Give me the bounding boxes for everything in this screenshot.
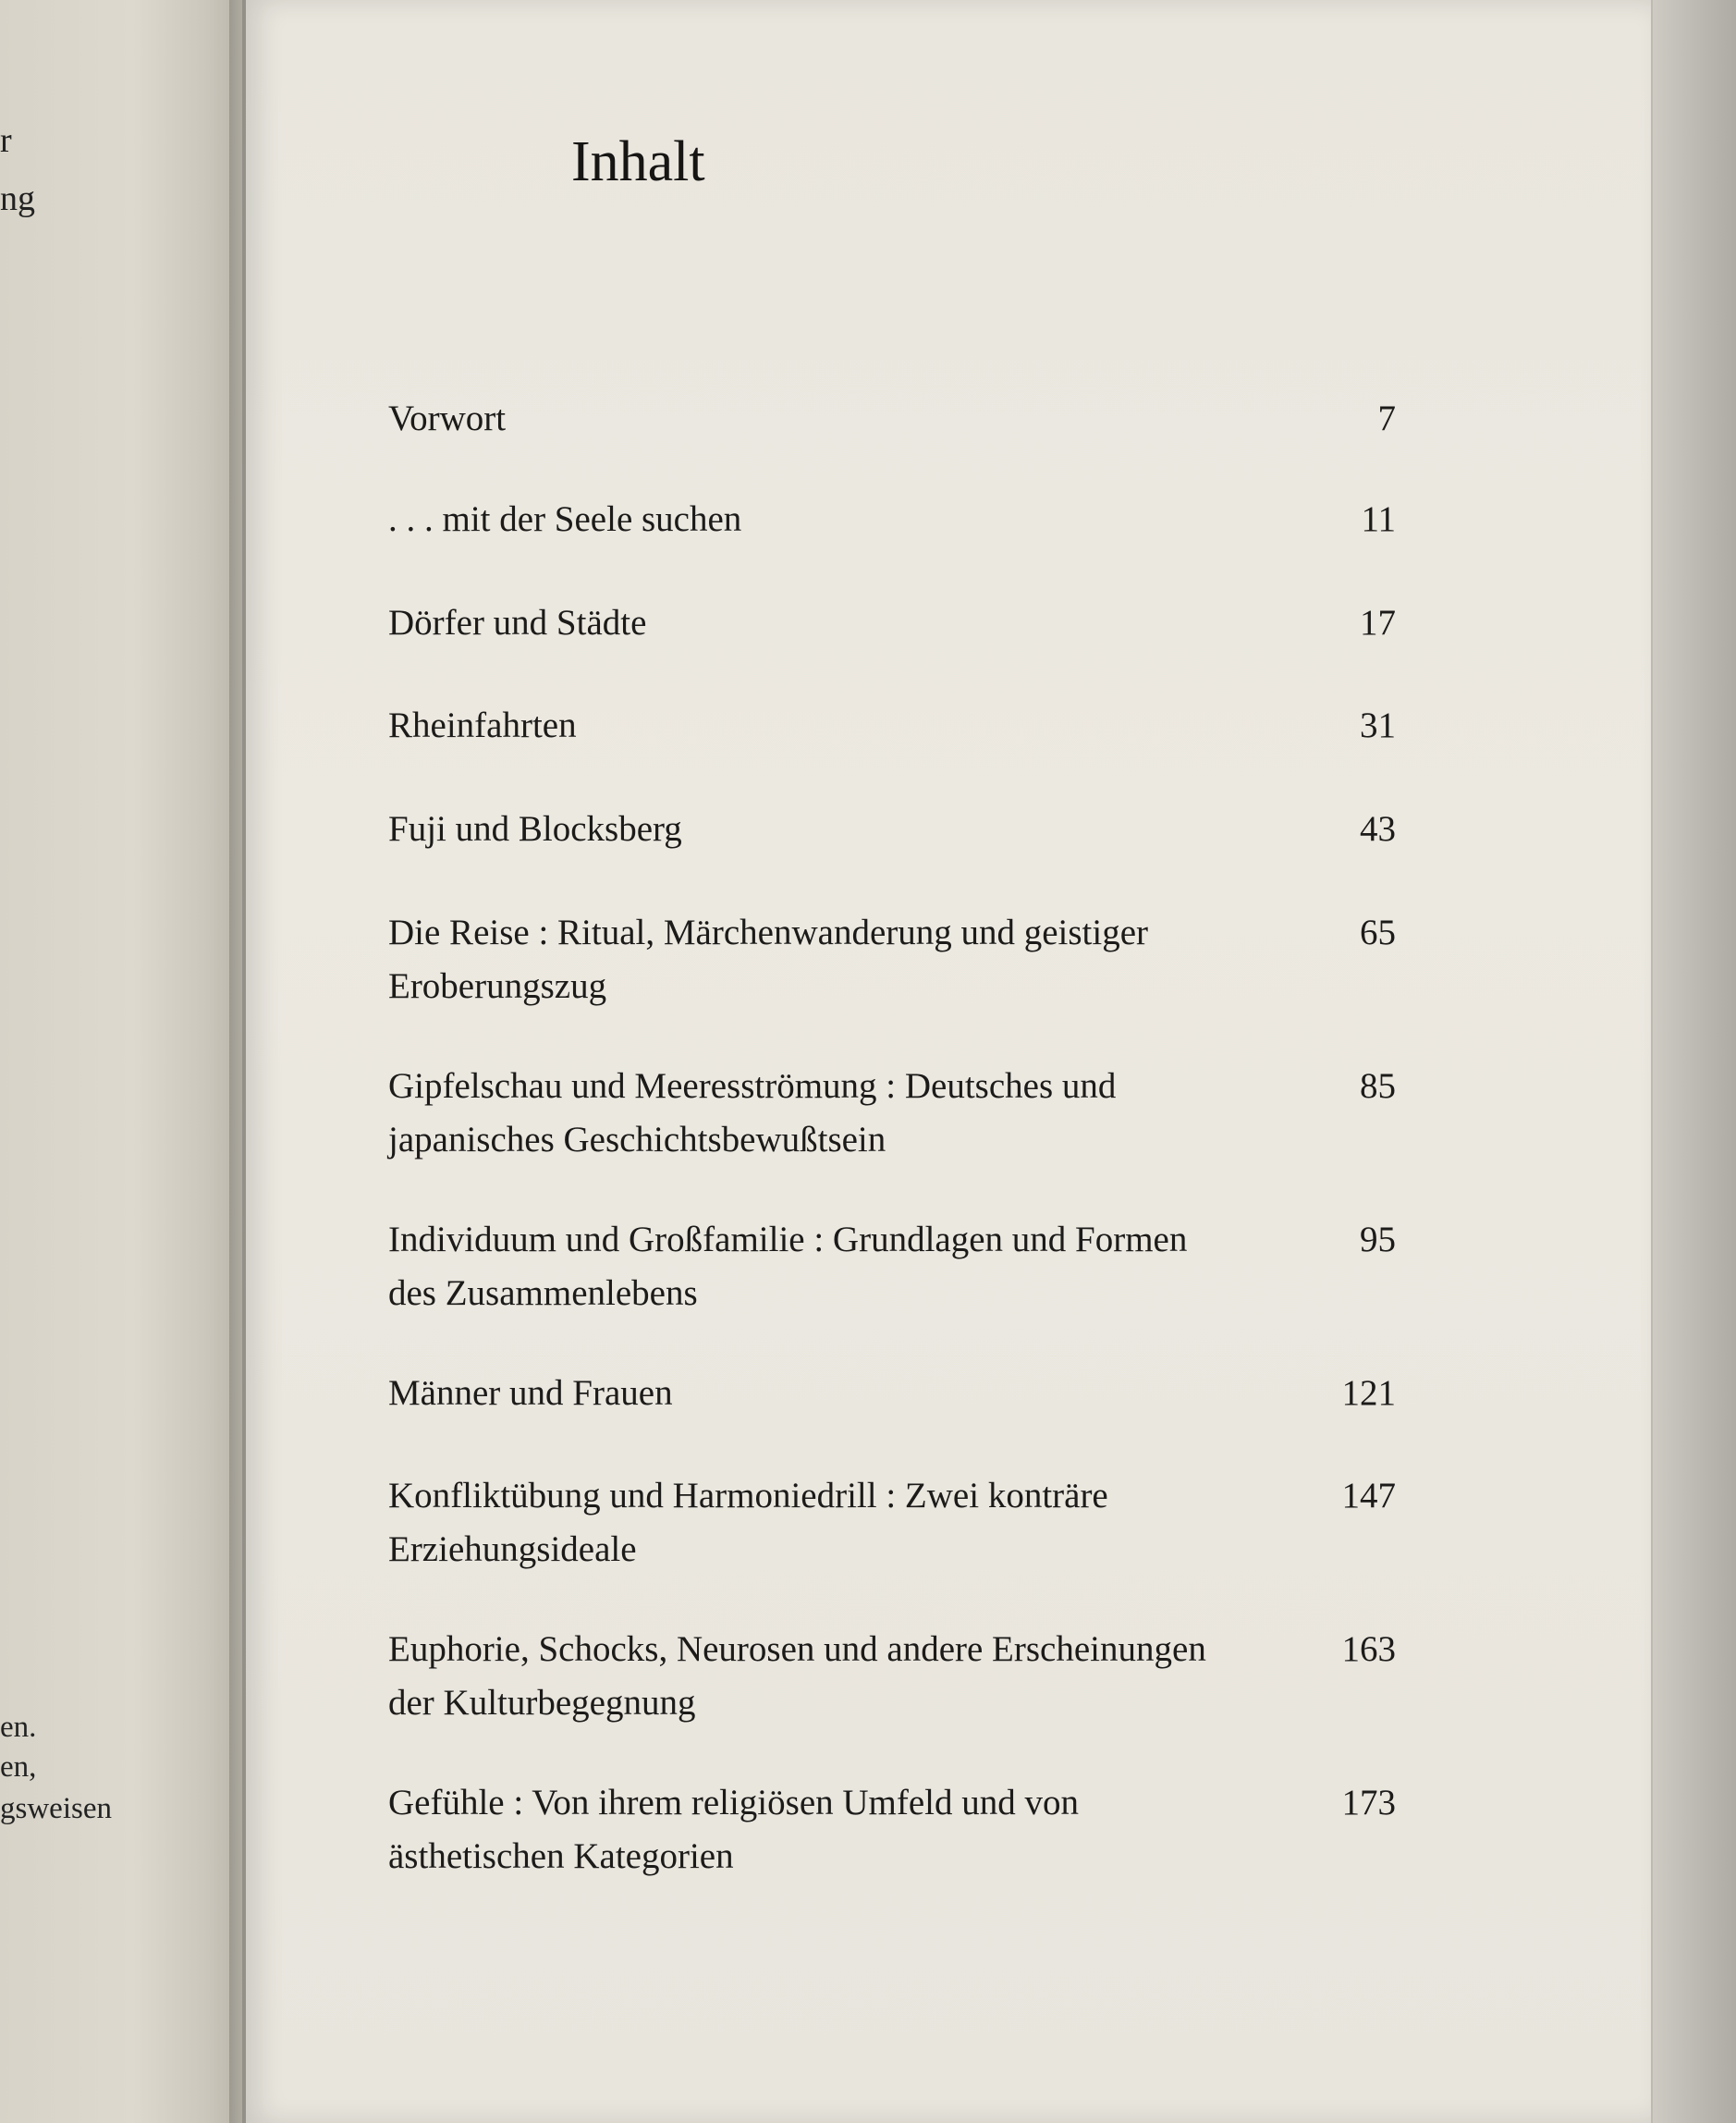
left-page-text-fragment: en,: [0, 1750, 37, 1784]
entry-title: [388, 803, 1313, 856]
entry-page-number: 31: [1360, 706, 1396, 745]
entry-title: [388, 906, 1313, 1013]
entry-title-line: Dörfer und Städte: [388, 603, 647, 643]
entry-title: [388, 1776, 1313, 1884]
entry-title-line: Gipfelschau und Meeresströmung : Deutsches und: [388, 1066, 1117, 1106]
entry-page-number: 121: [1341, 1373, 1396, 1413]
entry-title-line: Erziehungsideale: [388, 1529, 637, 1569]
entry-page-number: 147: [1341, 1476, 1396, 1516]
entry-title-line: Individuum und Großfamilie : Grundlagen und Formen: [388, 1220, 1188, 1259]
entry-title: [388, 493, 1313, 546]
entry-title-line: der Kulturbegegnung: [388, 1683, 696, 1723]
toc-entry: [388, 596, 1396, 650]
toc-entry: [388, 493, 1396, 546]
entry-title: [388, 699, 1313, 753]
entry-title-line: Männer und Frauen: [388, 1373, 673, 1413]
toc-entry: [388, 1060, 1396, 1167]
page-edge: [1651, 0, 1736, 2123]
toc-entry: [388, 1469, 1396, 1577]
entry-title-line: Fuji und Blocksberg: [388, 809, 682, 849]
entry-title: [388, 596, 1313, 650]
toc-entry: [388, 392, 1396, 446]
left-page-text-fragment: gsweisen: [0, 1792, 112, 1825]
entry-page-number: 65: [1360, 913, 1396, 952]
entry-title-line: Rheinfahrten: [388, 706, 577, 745]
toc-entry: [388, 1623, 1396, 1730]
entry-title: [388, 1213, 1313, 1320]
toc-entry: [388, 699, 1396, 753]
entry-title-line: Konfliktübung und Harmoniedrill : Zwei konträre: [388, 1476, 1108, 1516]
entry-title-line: Vorwort: [388, 399, 507, 438]
entry-title-line: japanisches Geschichtsbewußtsein: [388, 1120, 886, 1160]
toc-entry: [388, 1213, 1396, 1320]
entry-page-number: 11: [1361, 499, 1396, 539]
entry-page-number: 7: [1377, 399, 1396, 438]
entry-title-line: des Zusammenlebens: [388, 1273, 698, 1313]
toc-entry: [388, 906, 1396, 1013]
entry-title-line: Eroberungszug: [388, 966, 607, 1006]
entry-title-line: . . . mit der Seele suchen: [388, 499, 742, 539]
entry-title: [388, 1060, 1313, 1167]
entry-title-line: Die Reise : Ritual, Märchenwanderung und geistiger: [388, 913, 1149, 952]
entry-title: [388, 1367, 1313, 1420]
entry-page-number: 95: [1360, 1220, 1396, 1259]
entry-page-number: 43: [1360, 809, 1396, 849]
entry-page-number: 85: [1360, 1066, 1396, 1106]
page-edge-line: [1651, 0, 1653, 2123]
left-facing-page: [0, 0, 242, 2123]
toc-entry: [388, 1367, 1396, 1420]
entry-title-line: Euphorie, Schocks, Neurosen und andere Erscheinungen: [388, 1629, 1206, 1669]
left-page-text-fragment: ng: [0, 179, 35, 218]
entry-page-number: 17: [1360, 603, 1396, 643]
entry-title-line: ästhetischen Kategorien: [388, 1836, 734, 1876]
entry-title-line: Gefühle : Von ihrem religiösen Umfeld und von: [388, 1783, 1080, 1822]
entry-title: [388, 1623, 1313, 1730]
entry-title: [388, 392, 1313, 446]
toc-entry: [388, 1776, 1396, 1884]
left-page-text-fragment: r: [0, 121, 12, 160]
entry-page-number: 173: [1341, 1783, 1396, 1822]
left-page-text-fragment: en.: [0, 1711, 37, 1744]
entry-title: [388, 1469, 1313, 1577]
page-title: Inhalt: [571, 130, 705, 193]
toc-entry: [388, 803, 1396, 856]
entry-page-number: 163: [1341, 1629, 1396, 1669]
